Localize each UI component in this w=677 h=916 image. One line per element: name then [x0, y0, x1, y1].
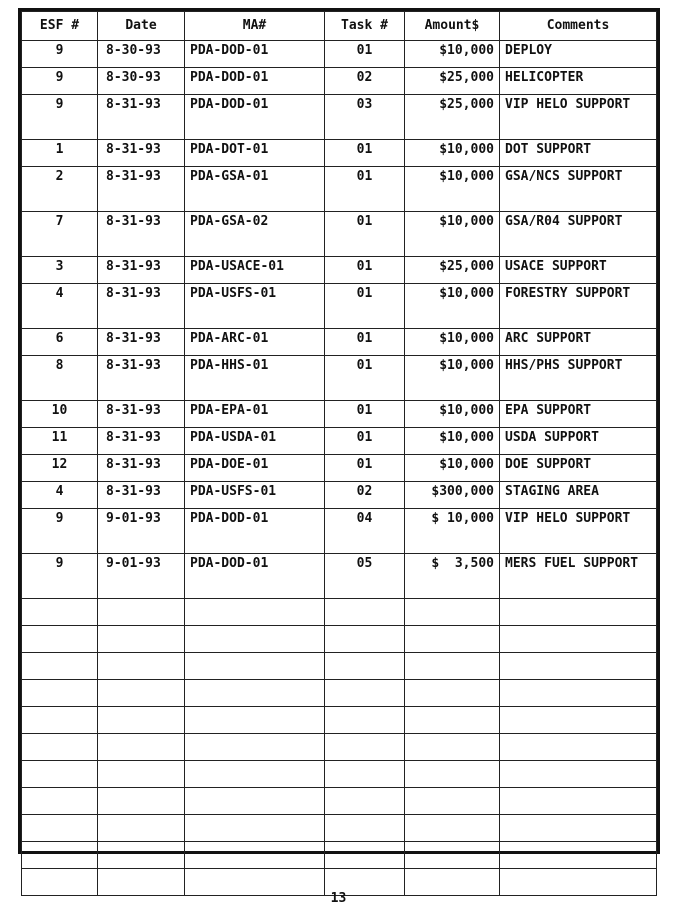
empty-cell — [22, 680, 98, 707]
empty-cell — [325, 626, 405, 653]
empty-cell — [405, 761, 500, 788]
empty-cell — [98, 653, 185, 680]
amount-cell: $10,000 — [405, 167, 500, 212]
empty-cell — [500, 599, 657, 626]
date-cell: 8-31-93 — [98, 257, 185, 284]
date-cell: 8-31-93 — [98, 140, 185, 167]
task-number-cell: 01 — [325, 167, 405, 212]
empty-cell — [405, 653, 500, 680]
esf-cell: 1 — [22, 140, 98, 167]
empty-row — [22, 707, 657, 734]
empty-cell — [405, 815, 500, 842]
empty-cell — [98, 734, 185, 761]
comments-cell: HELICOPTER — [500, 68, 657, 95]
empty-cell — [500, 707, 657, 734]
table-row — [22, 482, 657, 509]
amount-cell: $10,000 — [405, 329, 500, 356]
empty-cell — [325, 707, 405, 734]
empty-cell — [185, 599, 325, 626]
empty-row — [22, 653, 657, 680]
table-row — [22, 329, 657, 356]
header-date: Date — [98, 12, 185, 41]
table-row — [22, 68, 657, 95]
esf-cell: 11 — [22, 428, 98, 455]
date-cell: 8-31-93 — [98, 428, 185, 455]
task-number-cell: 01 — [325, 284, 405, 329]
esf-cell: 2 — [22, 167, 98, 212]
task-number-cell: 01 — [325, 455, 405, 482]
ma-number-cell: PDA-USFS-01 — [185, 482, 325, 509]
task-number-cell: 01 — [325, 356, 405, 401]
esf-cell: 10 — [22, 401, 98, 428]
task-number-cell: 05 — [325, 554, 405, 599]
empty-cell — [185, 842, 325, 869]
empty-cell — [405, 626, 500, 653]
amount-cell: $10,000 — [405, 401, 500, 428]
comments-cell: VIP HELO SUPPORT — [500, 95, 657, 140]
task-number-cell: 01 — [325, 257, 405, 284]
ma-number-cell: PDA-GSA-02 — [185, 212, 325, 257]
amount-cell: $10,000 — [405, 356, 500, 401]
table-row — [22, 428, 657, 455]
ma-number-cell: PDA-DOE-01 — [185, 455, 325, 482]
table-row — [22, 167, 657, 212]
amount-cell: $10,000 — [405, 455, 500, 482]
ma-number-cell: PDA-GSA-01 — [185, 167, 325, 212]
empty-cell — [500, 842, 657, 869]
amount-cell: $ 10,000 — [405, 509, 500, 554]
task-number-cell: 01 — [325, 212, 405, 257]
table-row — [22, 509, 657, 554]
task-number-cell: 02 — [325, 482, 405, 509]
empty-cell — [405, 680, 500, 707]
table-row — [22, 284, 657, 329]
header-esf: ESF # — [22, 12, 98, 41]
comments-cell: GSA/NCS SUPPORT — [500, 167, 657, 212]
empty-cell — [405, 788, 500, 815]
esf-cell: 9 — [22, 554, 98, 599]
date-cell: 8-31-93 — [98, 455, 185, 482]
empty-row — [22, 842, 657, 869]
empty-cell — [185, 761, 325, 788]
esf-cell: 9 — [22, 41, 98, 68]
header-row — [22, 12, 657, 41]
table-row — [22, 356, 657, 401]
empty-cell — [98, 761, 185, 788]
comments-cell: DOT SUPPORT — [500, 140, 657, 167]
header-amount: Amount$ — [405, 12, 500, 41]
empty-cell — [185, 707, 325, 734]
date-cell: 8-31-93 — [98, 356, 185, 401]
date-cell: 9-01-93 — [98, 509, 185, 554]
esf-cell: 7 — [22, 212, 98, 257]
amount-cell: $25,000 — [405, 95, 500, 140]
date-cell: 8-31-93 — [98, 167, 185, 212]
mission-assignment-table — [21, 11, 657, 896]
empty-cell — [500, 815, 657, 842]
empty-cell — [325, 599, 405, 626]
date-cell: 8-31-93 — [98, 329, 185, 356]
date-cell: 8-31-93 — [98, 212, 185, 257]
ma-number-cell: PDA-DOD-01 — [185, 95, 325, 140]
esf-cell: 12 — [22, 455, 98, 482]
ma-number-cell: PDA-USFS-01 — [185, 284, 325, 329]
comments-cell: VIP HELO SUPPORT — [500, 509, 657, 554]
empty-cell — [98, 842, 185, 869]
empty-cell — [325, 734, 405, 761]
ma-number-cell: PDA-USDA-01 — [185, 428, 325, 455]
esf-cell: 9 — [22, 95, 98, 140]
empty-row — [22, 815, 657, 842]
empty-cell — [98, 599, 185, 626]
empty-cell — [22, 653, 98, 680]
empty-cell — [98, 626, 185, 653]
empty-cell — [185, 815, 325, 842]
header-comments: Comments — [500, 12, 657, 41]
ma-number-cell: PDA-ARC-01 — [185, 329, 325, 356]
ma-number-cell: PDA-USACE-01 — [185, 257, 325, 284]
empty-cell — [185, 734, 325, 761]
ma-number-cell: PDA-DOD-01 — [185, 41, 325, 68]
date-cell: 8-31-93 — [98, 401, 185, 428]
empty-cell — [500, 626, 657, 653]
allocation-table-sheet — [18, 8, 660, 854]
empty-cell — [405, 734, 500, 761]
comments-cell: USACE SUPPORT — [500, 257, 657, 284]
empty-cell — [185, 788, 325, 815]
empty-cell — [22, 734, 98, 761]
task-number-cell: 04 — [325, 509, 405, 554]
task-number-cell: 02 — [325, 68, 405, 95]
empty-cell — [185, 626, 325, 653]
comments-cell: STAGING AREA — [500, 482, 657, 509]
amount-cell: $25,000 — [405, 257, 500, 284]
empty-cell — [325, 788, 405, 815]
date-cell: 9-01-93 — [98, 554, 185, 599]
empty-cell — [22, 761, 98, 788]
empty-cell — [22, 599, 98, 626]
esf-cell: 8 — [22, 356, 98, 401]
empty-cell — [98, 815, 185, 842]
ma-number-cell: PDA-DOD-01 — [185, 68, 325, 95]
empty-row — [22, 734, 657, 761]
empty-cell — [22, 788, 98, 815]
date-cell: 8-30-93 — [98, 68, 185, 95]
empty-cell — [325, 842, 405, 869]
table-row — [22, 455, 657, 482]
header-task: Task # — [325, 12, 405, 41]
ma-number-cell: PDA-HHS-01 — [185, 356, 325, 401]
ma-number-cell: PDA-EPA-01 — [185, 401, 325, 428]
empty-cell — [325, 653, 405, 680]
table-row — [22, 95, 657, 140]
empty-cell — [500, 788, 657, 815]
empty-cell — [500, 761, 657, 788]
empty-cell — [325, 761, 405, 788]
empty-row — [22, 599, 657, 626]
table-row — [22, 554, 657, 599]
empty-cell — [22, 842, 98, 869]
empty-cell — [405, 707, 500, 734]
empty-row — [22, 788, 657, 815]
empty-row — [22, 626, 657, 653]
table-row — [22, 41, 657, 68]
comments-cell: FORESTRY SUPPORT — [500, 284, 657, 329]
empty-cell — [98, 680, 185, 707]
date-cell: 8-31-93 — [98, 95, 185, 140]
empty-cell — [98, 707, 185, 734]
date-cell: 8-31-93 — [98, 284, 185, 329]
comments-cell: HHS/PHS SUPPORT — [500, 356, 657, 401]
task-number-cell: 01 — [325, 140, 405, 167]
empty-cell — [22, 626, 98, 653]
empty-row — [22, 761, 657, 788]
amount-cell: $10,000 — [405, 212, 500, 257]
task-number-cell: 01 — [325, 401, 405, 428]
empty-cell — [405, 842, 500, 869]
comments-cell: USDA SUPPORT — [500, 428, 657, 455]
amount-cell: $10,000 — [405, 428, 500, 455]
amount-cell: $25,000 — [405, 68, 500, 95]
comments-cell: DOE SUPPORT — [500, 455, 657, 482]
amount-cell: $ 3,500 — [405, 554, 500, 599]
empty-cell — [325, 680, 405, 707]
empty-cell — [98, 788, 185, 815]
empty-cell — [22, 707, 98, 734]
table-row — [22, 212, 657, 257]
amount-cell: $10,000 — [405, 140, 500, 167]
header-ma: MA# — [185, 12, 325, 41]
amount-cell: $10,000 — [405, 284, 500, 329]
comments-cell: DEPLOY — [500, 41, 657, 68]
ma-number-cell: PDA-DOD-01 — [185, 509, 325, 554]
task-number-cell: 01 — [325, 428, 405, 455]
comments-cell: ARC SUPPORT — [500, 329, 657, 356]
comments-cell: GSA/R04 SUPPORT — [500, 212, 657, 257]
esf-cell: 9 — [22, 509, 98, 554]
page-number: 13 — [330, 891, 347, 906]
ma-number-cell: PDA-DOD-01 — [185, 554, 325, 599]
table-row — [22, 401, 657, 428]
empty-cell — [500, 680, 657, 707]
task-number-cell: 01 — [325, 41, 405, 68]
task-number-cell: 01 — [325, 329, 405, 356]
table-row — [22, 140, 657, 167]
comments-cell: MERS FUEL SUPPORT — [500, 554, 657, 599]
esf-cell: 9 — [22, 68, 98, 95]
date-cell: 8-31-93 — [98, 482, 185, 509]
ma-number-cell: PDA-DOT-01 — [185, 140, 325, 167]
task-number-cell: 03 — [325, 95, 405, 140]
empty-cell — [500, 653, 657, 680]
esf-cell: 6 — [22, 329, 98, 356]
empty-row — [22, 680, 657, 707]
amount-cell: $300,000 — [405, 482, 500, 509]
esf-cell: 4 — [22, 284, 98, 329]
date-cell: 8-30-93 — [98, 41, 185, 68]
empty-cell — [22, 815, 98, 842]
empty-cell — [185, 653, 325, 680]
empty-cell — [405, 599, 500, 626]
esf-cell: 3 — [22, 257, 98, 284]
table-row — [22, 257, 657, 284]
esf-cell: 4 — [22, 482, 98, 509]
empty-cell — [325, 815, 405, 842]
amount-cell: $10,000 — [405, 41, 500, 68]
empty-cell — [500, 734, 657, 761]
table-body — [22, 41, 657, 896]
empty-cell — [185, 680, 325, 707]
comments-cell: EPA SUPPORT — [500, 401, 657, 428]
